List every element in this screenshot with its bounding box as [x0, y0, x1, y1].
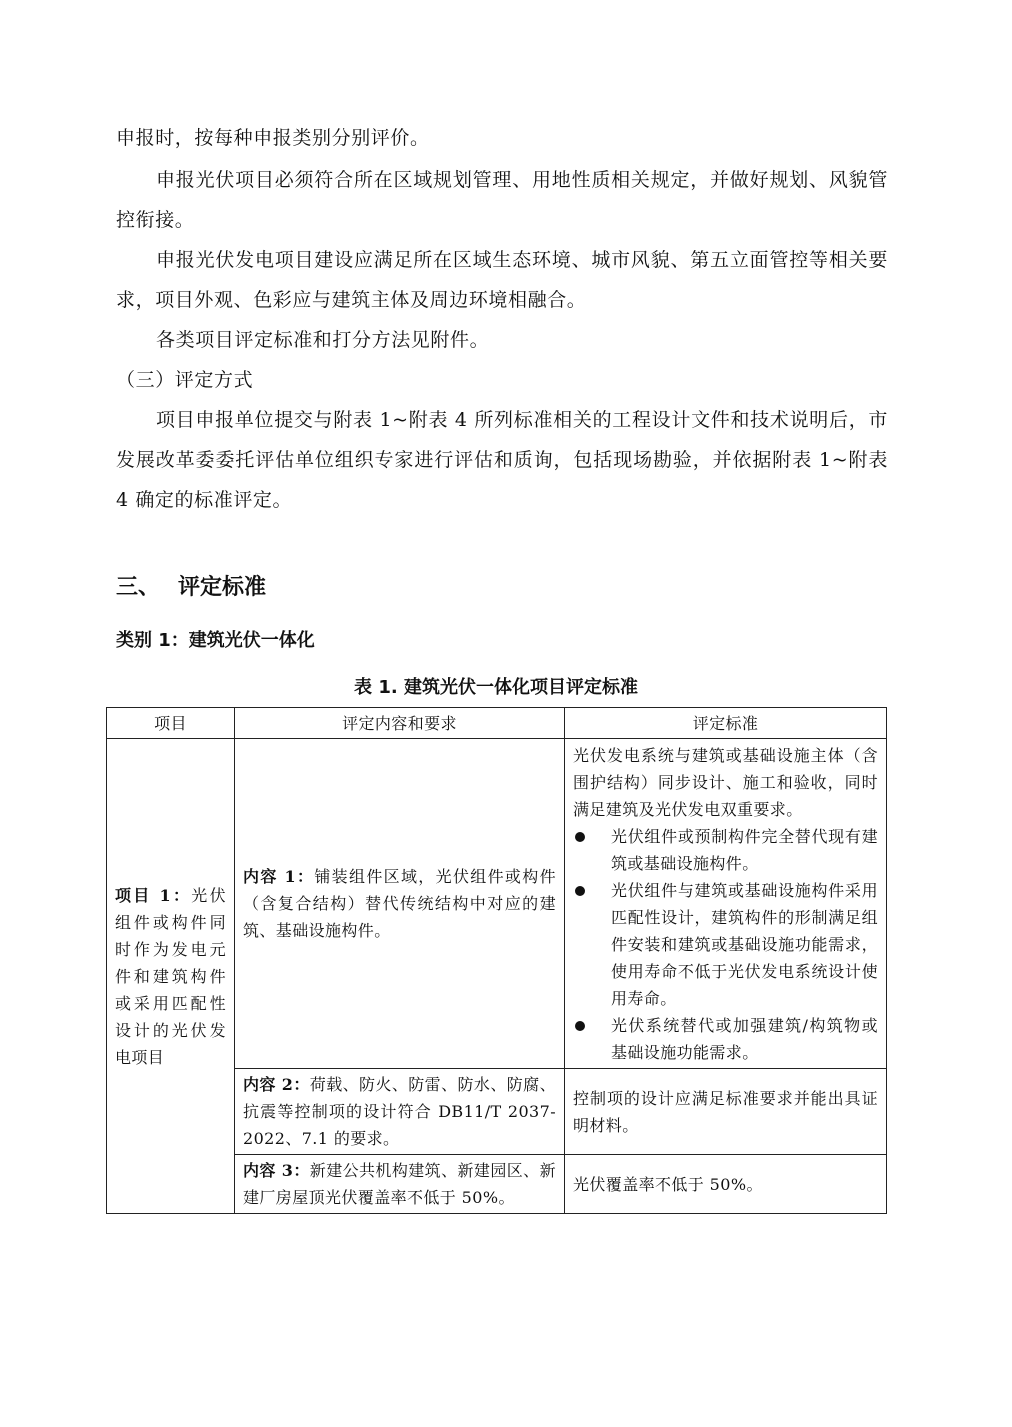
category-heading: 类别 1：建筑光伏一体化 — [116, 630, 315, 651]
table-row — [107, 739, 887, 1069]
header-content: 评定内容和要求 — [235, 708, 565, 739]
list-item — [573, 1012, 878, 1066]
bullet-text: 光伏组件或预制构件完全替代现有建筑或基础设施构件。 — [611, 826, 878, 873]
content-label: 内容 1： — [243, 867, 315, 886]
standard-cell — [565, 1069, 887, 1155]
table-header-row — [107, 708, 887, 739]
content-text: 荷载、防火、防雷、防水、防腐、抗震等控制项的设计符合 DB11/T 2037-2022、7.1 的要求。 — [243, 1075, 556, 1148]
standard-text: 控制项的设计应满足标准要求并能出具证明材料。 — [573, 1088, 878, 1135]
standard-text: 光伏覆盖率不低于 50%。 — [573, 1174, 763, 1194]
paragraph-planning-requirement: 申报光伏项目必须符合所在区域规划管理、用地性质相关规定，并做好规划、风貌管控衔接。 — [116, 169, 888, 231]
paragraph-evaluation-method: 项目申报单位提交与附表 1~附表 4 所列标准相关的工程设计文件和技术说明后，市发展改革委委托评估单位组织专家进行评估和质询，包括现场勘验，并依据附表 1~附表 4 确定的标准评定。 — [116, 409, 888, 511]
standard-cell — [565, 739, 887, 1069]
list-item — [573, 877, 878, 1012]
table-caption: 表 1. 建筑光伏一体化项目评定标准 — [354, 677, 638, 698]
paragraph-environment-requirement: 申报光伏发电项目建设应满足所在区域生态环境、城市风貌、第五立面管控等相关要求，项目外观、色彩应与建筑主体及周边环境相融合。 — [116, 249, 888, 311]
list-item — [573, 823, 878, 877]
content-text: 铺装组件区域，光伏组件或构件（含复合结构）替代传统结构中对应的建筑、基础设施构件。 — [243, 867, 556, 940]
bullet-icon — [575, 886, 585, 896]
paragraph-evaluation-note: 申报时，按每种申报类别分别评价。 — [116, 127, 430, 149]
evaluation-standard-table — [106, 707, 887, 1214]
section-heading — [116, 568, 266, 608]
item-cell — [107, 739, 235, 1214]
bullet-icon — [575, 832, 585, 842]
paragraph-attachment-note: 各类项目评定标准和打分方法见附件。 — [156, 329, 490, 351]
standard-bullet-list — [573, 823, 878, 1066]
header-standard: 评定标准 — [565, 708, 887, 739]
bullet-icon — [575, 1021, 585, 1031]
content-cell — [235, 1155, 565, 1214]
standard-intro: 光伏发电系统与建筑或基础设施主体（含围护结构）同步设计、施工和验收，同时满足建筑及光伏发电双重要求。 — [573, 745, 878, 819]
standard-cell — [565, 1155, 887, 1214]
bullet-text: 光伏组件与建筑或基础设施构件采用匹配性设计，建筑构件的形制满足组件安装和建筑或基础设施功能需求，使用寿命不低于光伏发电系统设计使用寿命。 — [611, 880, 878, 1008]
content-label: 内容 2： — [243, 1075, 310, 1094]
bullet-text: 光伏系统替代或加强建筑/构筑物或基础设施功能需求。 — [611, 1015, 878, 1062]
content-cell — [235, 739, 565, 1069]
content-label: 内容 3： — [243, 1161, 310, 1180]
content-cell — [235, 1069, 565, 1155]
subsection-heading-evaluation-method: （三）评定方式 — [116, 369, 254, 391]
item-label: 项目 1： — [115, 885, 192, 905]
section-number: 三、 — [116, 575, 161, 600]
item-text: 光伏组件或构件同时作为发电元件和建筑构件或采用匹配性设计的光伏发电项目 — [115, 885, 226, 1067]
section-title: 评定标准 — [178, 575, 267, 600]
content-text: 新建公共机构建筑、新建园区、新建厂房屋顶光伏覆盖率不低于 50%。 — [243, 1161, 556, 1207]
header-item: 项目 — [107, 708, 235, 739]
